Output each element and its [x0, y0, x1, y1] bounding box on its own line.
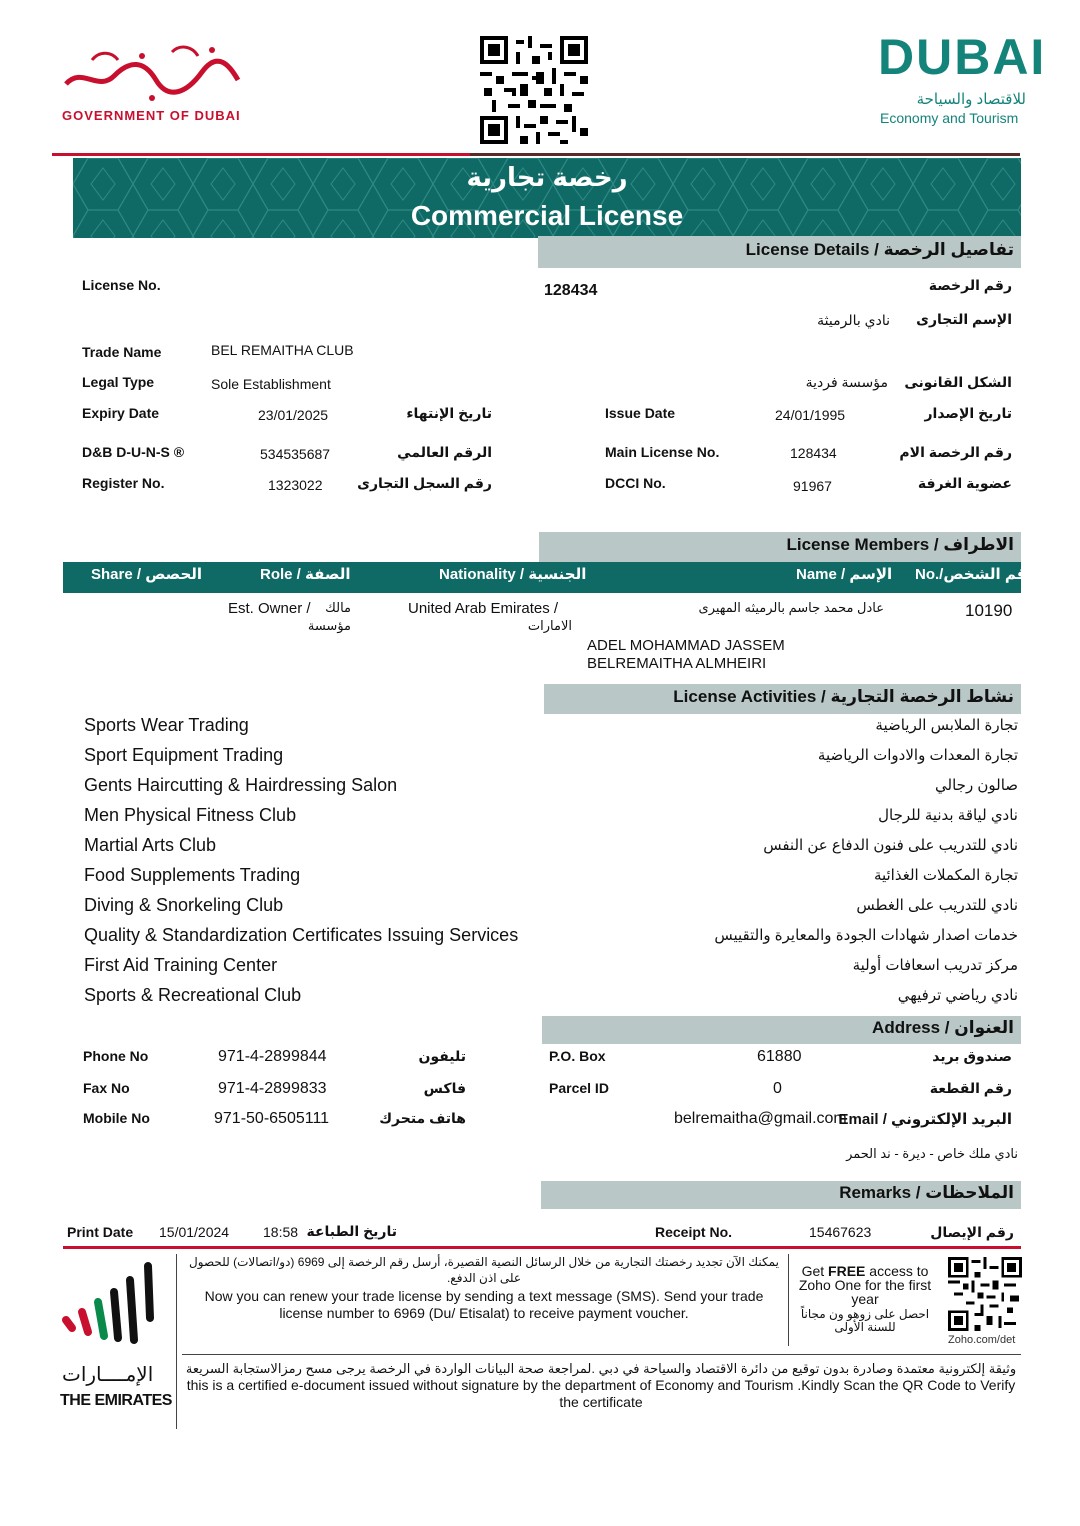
- address-section-title: Address / العنوان: [872, 1018, 1014, 1037]
- trade-name-arabic-value: نادي بالرميثة: [817, 312, 890, 328]
- activity-arabic: صالون رجالي: [935, 777, 1018, 794]
- parcel-id-label: Parcel ID: [549, 1080, 609, 1096]
- activity-arabic: خدمات اصدار شهادات الجودة والمعايرة والتقييس: [714, 927, 1018, 944]
- activity-arabic: نادي للتدريب على فنون الدفاع عن النفس: [763, 837, 1018, 854]
- activity-english: First Aid Training Center: [84, 955, 278, 975]
- receipt-no-label: Receipt No.: [655, 1224, 733, 1240]
- det-logo-arabic: للاقتصاد والسياحة: [916, 91, 1026, 108]
- trade-name-label: Trade Name: [82, 344, 162, 360]
- parcel-id-value: 0: [773, 1080, 782, 1097]
- emirates-logo-arabic: الإمــــارات: [62, 1364, 154, 1386]
- member-nationality-english: United Arab Emirates /: [408, 600, 559, 617]
- emirates-divider: [176, 1254, 177, 1429]
- banner-title-english: Commercial License: [410, 200, 684, 231]
- zoho-link[interactable]: Zoho.com/det: [948, 1334, 1016, 1346]
- duns-value: 534535687: [260, 446, 331, 462]
- print-time-value: 18:58: [263, 1224, 299, 1240]
- license-no-value: 128434: [544, 282, 598, 299]
- pobox-value: 61880: [757, 1048, 802, 1065]
- footer-divider: [788, 1254, 789, 1346]
- members-table-header: [63, 562, 1036, 593]
- certified-notice-arabic: وثيقة إلكترونية معتمدة وصادرة بدون توقيع من دائرة الاقتصاد والسياحة في دبي .لمراجعة صحة البيانات الواردة في الرخصة يرجى مسح رمزالاستجابة السريعة: [185, 1361, 1017, 1376]
- activity-arabic: مركز تدريب اسعافات أولية: [852, 957, 1018, 974]
- certified-notice-english: this is a certified e-document issued without signature by the department of Economy and Tourism .Kindly Scan the QR Code to Verify the certificate: [186, 1377, 1016, 1410]
- gov-logo-english: GOVERNMENT OF DUBAI: [62, 108, 241, 123]
- dcci-no-arabic-label: عضوية الغرفة: [917, 475, 1012, 491]
- legal-type-label: Legal Type: [82, 374, 155, 390]
- sms-renewal-notice: [186, 1254, 782, 1344]
- license-no-label: License No.: [82, 277, 161, 293]
- member-nationality-arabic: الامارات: [527, 618, 572, 633]
- legal-type-value: Sole Establishment: [211, 376, 331, 392]
- member-row: [63, 596, 1021, 676]
- col-share-header: Share / الحصص: [91, 566, 203, 583]
- trade-name-value: BEL REMAITHA CLUB: [211, 342, 354, 358]
- phone-label: Phone No: [83, 1048, 149, 1064]
- activity-english: Men Physical Fitness Club: [84, 805, 297, 825]
- member-name-arabic: عادل محمد جاسم بالرميثه المهيرى: [698, 600, 884, 615]
- zoho-offer: [792, 1264, 938, 1334]
- gov-logo-arabic: [112, 42, 117, 43]
- det-logo-english: Economy and Tourism: [880, 110, 1019, 126]
- location-arabic: نادي ملك خاص - ديرة - ند الحمر: [846, 1146, 1018, 1161]
- parcel-id-arabic-label: رقم القطعة: [929, 1080, 1012, 1096]
- emirates-logo-english: THE EMIRATES: [60, 1392, 172, 1409]
- main-license-arabic-label: رقم الرخصة الام: [899, 444, 1012, 460]
- fax-value: 971-4-2899833: [218, 1080, 327, 1097]
- receipt-no-value: 15467623: [809, 1224, 872, 1240]
- col-name-header: Name / الإسم: [796, 566, 893, 583]
- header-dark-rule: [470, 153, 1020, 156]
- activity-english: Sport Equipment Trading: [84, 745, 284, 765]
- pobox-arabic-label: صندوق بريد: [932, 1048, 1012, 1064]
- expiry-date-label: Expiry Date: [82, 405, 160, 421]
- mobile-value: 971-50-6505111: [214, 1110, 330, 1127]
- activity-arabic: تجارة الملابس الرياضية: [875, 717, 1018, 734]
- zoho-offer-arabic: احصل على زوهو ون مجاناً للسنة الأولى: [800, 1307, 930, 1334]
- pobox-label: P.O. Box: [549, 1048, 606, 1064]
- print-date-arabic-label: تاريخ الطباعة: [306, 1223, 397, 1239]
- legal-type-arabic-label: الشكل القانونى: [904, 374, 1012, 390]
- the-emirates-logo: [56, 1258, 176, 1418]
- footer-red-rule: [63, 1246, 1021, 1249]
- main-license-value: 128434: [790, 445, 837, 461]
- footer-mid-rule: [182, 1354, 1021, 1355]
- remarks-section-title: Remarks / الملاحظات: [839, 1183, 1014, 1202]
- activity-arabic: تجارة المعدات والادوات الرياضية: [817, 747, 1018, 764]
- print-date-value: 15/01/2024: [159, 1224, 230, 1240]
- zoho-qr-code: [948, 1257, 1022, 1331]
- zoho-offer-free: FREE: [828, 1263, 866, 1279]
- sms-renewal-arabic: يمكنك الآن تجديد رخصتك التجارية من خلال الرسائل النصية القصيرة، أرسل رقم الرخصة إلى 6969 (دو/اتصالات) للحصول على اذن الدفع.: [189, 1255, 779, 1285]
- member-role-arabic-1: مالك: [325, 600, 351, 615]
- license-members-section-title: License Members / الاطراف: [786, 535, 1014, 554]
- receipt-no-arabic-label: رقم الإيصال: [930, 1224, 1014, 1240]
- register-no-arabic-label: رقم السجل التجارى: [357, 475, 492, 491]
- activity-arabic: نادي لياقة بدنية للرجال: [878, 807, 1018, 824]
- activity-arabic: نادي للتدريب على الغطس: [856, 897, 1018, 914]
- register-no-label: Register No.: [82, 475, 165, 491]
- zoho-offer-pre: Get: [801, 1263, 829, 1279]
- activity-english: Diving & Snorkeling Club: [84, 895, 284, 915]
- zoho-offer-post: access to Zoho One for the first year: [798, 1263, 932, 1307]
- print-date-label: Print Date: [67, 1224, 134, 1240]
- zoho-qr-code-icon: [948, 1257, 1022, 1331]
- certified-notice: [184, 1360, 1018, 1411]
- activity-english: Sports & Recreational Club: [84, 985, 302, 1005]
- dcci-no-label: DCCI No.: [605, 475, 666, 491]
- activity-english: Quality & Standardization Certificates Issuing Services: [84, 925, 519, 945]
- col-person-no-header: No./رقم الشخص: [915, 566, 1036, 583]
- activity-english: Sports Wear Trading: [84, 715, 249, 735]
- fax-arabic-label: فاكس: [423, 1080, 466, 1096]
- activity-english: Gents Haircutting & Hairdressing Salon: [84, 775, 398, 795]
- expiry-date-arabic-label: تاريخ الإنتهاء: [406, 405, 492, 421]
- col-nationality-header: Nationality / الجنسية: [439, 566, 587, 583]
- trade-name-arabic-label: الإسم التجارى: [916, 311, 1012, 327]
- government-of-dubai-logo: [52, 36, 248, 132]
- fax-label: Fax No: [83, 1080, 130, 1096]
- member-name-english-2: BELREMAITHA ALMHEIRI: [587, 655, 767, 672]
- issue-date-label: Issue Date: [605, 405, 676, 421]
- register-no-value: 1323022: [268, 477, 323, 493]
- duns-arabic-label: الرقم العالمي: [397, 444, 492, 460]
- license-no-arabic-label: رقم الرخصة: [928, 277, 1012, 293]
- mobile-label: Mobile No: [83, 1110, 150, 1126]
- mobile-arabic-label: هاتف متحرك: [379, 1110, 466, 1126]
- email-label: Email / البريد الإلكتروني: [838, 1111, 1012, 1128]
- top-qr-code: [480, 36, 588, 144]
- license-details-section-title: License Details / تفاصيل الرخصة: [745, 240, 1014, 259]
- sms-renewal-english: Now you can renew your trade license by sending a text message (SMS). Send your trade license number to 6969 (Du/ Etisalat) to receive payment voucher.: [204, 1288, 764, 1321]
- col-role-header: Role / الصفة: [260, 566, 351, 583]
- activity-english: Martial Arts Club: [84, 835, 217, 855]
- phone-value: 971-4-2899844: [218, 1048, 327, 1065]
- activity-english: Food Supplements Trading: [84, 865, 301, 885]
- activity-arabic: تجارة المكملات الغذائية: [873, 867, 1018, 884]
- phone-arabic-label: تليفون: [418, 1048, 466, 1064]
- member-person-no: 10190: [965, 601, 1013, 620]
- dcci-no-value: 91967: [793, 478, 832, 494]
- expiry-date-value: 23/01/2025: [258, 407, 329, 423]
- member-name-english-1: ADEL MOHAMMAD JASSEM: [587, 637, 785, 654]
- qr-code-icon: [480, 36, 588, 144]
- main-license-label: Main License No.: [605, 444, 720, 460]
- email-value: belremaitha@gmail.com: [674, 1110, 847, 1127]
- duns-label: D&B D-U-N-S ®: [82, 444, 185, 460]
- dubai-economy-tourism-logo: [876, 29, 1047, 134]
- title-banner: [73, 158, 1021, 238]
- issue-date-arabic-label: تاريخ الإصدار: [924, 405, 1012, 421]
- member-role-arabic-2: مؤسسة: [307, 618, 351, 633]
- activity-arabic: نادي رياضي ترفيهي: [897, 987, 1018, 1004]
- banner-title-arabic: رخصة تجارية: [466, 162, 628, 192]
- license-activities-section-title: License Activities / نشاط الرخصة التجارية: [673, 687, 1014, 706]
- emirates-stripes-icon: [56, 1258, 166, 1358]
- legal-type-arabic-value: مؤسسة فردية: [805, 374, 888, 390]
- issue-date-value: 24/01/1995: [775, 407, 846, 423]
- member-role-english: Est. Owner /: [228, 600, 311, 617]
- det-logo-word: DUBAI: [878, 29, 1047, 85]
